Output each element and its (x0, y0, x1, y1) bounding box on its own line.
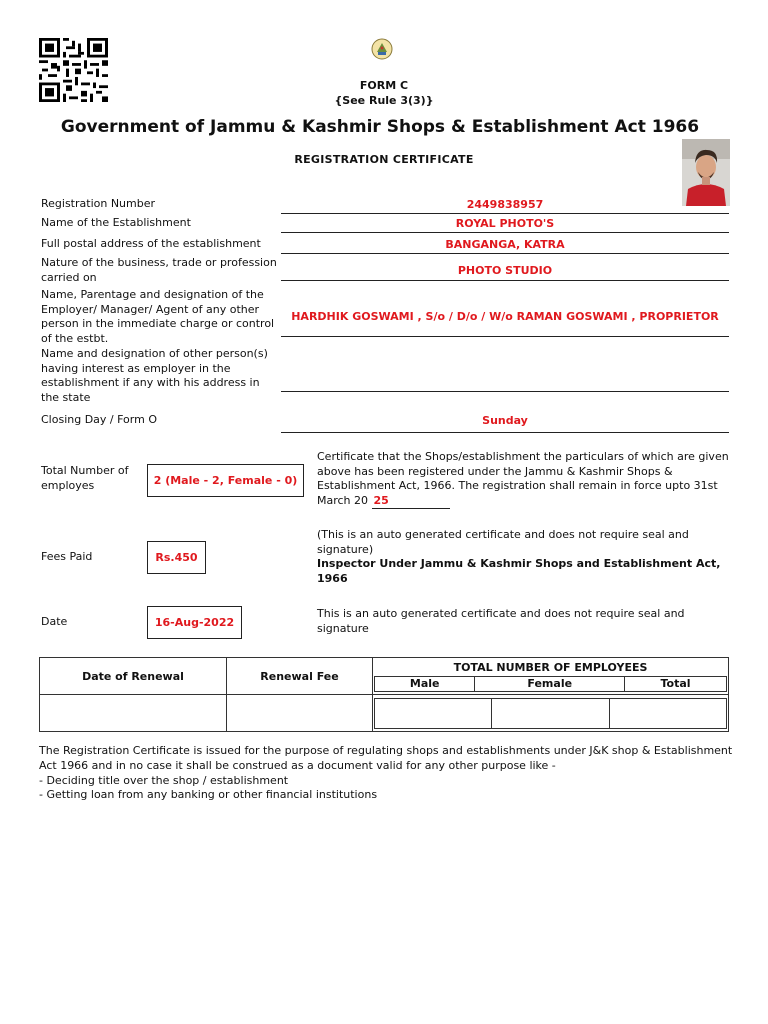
divider (281, 336, 729, 337)
renewal-fee-cell (227, 695, 373, 732)
divider (281, 432, 729, 433)
validity-year: 25 (372, 494, 450, 510)
employees-count: 2 (Male - 2, Female - 0) (147, 464, 304, 497)
total-header: Total (625, 676, 727, 691)
closing-day-label: Closing Day / Form O (41, 413, 157, 426)
page-title: Government of Jammu & Kashmir Shops & Establishment Act 1966 (60, 117, 700, 137)
male-header: Male (375, 676, 475, 691)
employee-counts-cell (373, 695, 729, 732)
auto-generated-note: (This is an auto generated certificate and does not require seal and signature) (317, 528, 689, 556)
certificate-text: Certificate that the Shops/establishment the particulars of which are given above has been registered under the Jammu & Kashmir Shops & Establishment Act, 1966. The registration shall remain in force upto 31st March 20 (317, 450, 729, 507)
other-persons-label: Name and designation of other person(s) having interest as employer in the establishment if any with his address in the state (41, 347, 268, 404)
business-nature-label: Nature of the business, trade or profession carried on (41, 256, 277, 284)
rule-reference: {See Rule 3(3)} (334, 94, 434, 107)
footer-item: - Deciding title over the shop / establishment (39, 773, 289, 787)
renewal-fee-header: Renewal Fee (227, 658, 373, 695)
renewal-date-header: Date of Renewal (40, 658, 227, 695)
certificate-heading: REGISTRATION CERTIFICATE (294, 153, 474, 166)
employees-label: Total Number of employes (41, 464, 129, 492)
female-header: Female (475, 676, 625, 691)
fees-amount: Rs.450 (147, 541, 206, 574)
establishment-name-label: Name of the Establishment (41, 216, 191, 229)
divider (281, 213, 729, 214)
issue-date: 16-Aug-2022 (147, 606, 242, 639)
footer-item: - Getting loan from any banking or other financial institutions (39, 788, 378, 802)
male-count-cell (375, 698, 492, 728)
divider (281, 280, 729, 281)
certificate-statement (317, 450, 729, 509)
fees-label: Fees Paid (41, 550, 93, 563)
employees-header-cell (373, 658, 729, 695)
female-count-cell (492, 698, 609, 728)
applicant-photo (682, 139, 730, 206)
registration-number: 2449838957 (466, 198, 544, 211)
divider (281, 232, 729, 233)
total-count-cell (609, 698, 726, 728)
divider (281, 391, 729, 392)
footer-purpose: The Registration Certificate is issued for the purpose of regulating shops and establishments under J&K shop & Establishment Act 1966 and in no case it shall be construed as a document valid for any other purpose like - (39, 744, 733, 772)
registration-number-label: Registration Number (41, 197, 156, 210)
total-employees-header: TOTAL NUMBER OF EMPLOYEES (453, 660, 648, 674)
state-emblem-icon (370, 37, 394, 61)
date-label: Date (41, 615, 68, 628)
auto-generated-note-2: This is an auto generated certificate and does not require seal and signature (317, 607, 685, 635)
renewal-date-cell (40, 695, 227, 732)
divider (281, 253, 729, 254)
employer-label: Name, Parentage and designation of the Employer/ Manager/ Agent of any other person in the immediate charge or control of the estbt. (41, 288, 275, 345)
establishment-address: BANGANGA, KATRA (445, 238, 565, 251)
establishment-name: ROYAL PHOTO'S (455, 217, 555, 230)
footer-notes (39, 744, 739, 803)
business-nature: PHOTO STUDIO (457, 264, 553, 277)
address-label: Full postal address of the establishment (41, 237, 261, 250)
qr-code (39, 38, 108, 102)
employer-details: HARDHIK GOSWAMI , S/o / D/o / W/o RAMAN GOSWAMI , PROPRIETOR (291, 310, 719, 323)
inspector-designation: Inspector Under Jammu & Kashmir Shops and Establishment Act, 1966 (317, 557, 721, 585)
renewal-table (39, 657, 729, 732)
form-label: FORM C (359, 79, 409, 92)
closing-day: Sunday (482, 414, 528, 427)
